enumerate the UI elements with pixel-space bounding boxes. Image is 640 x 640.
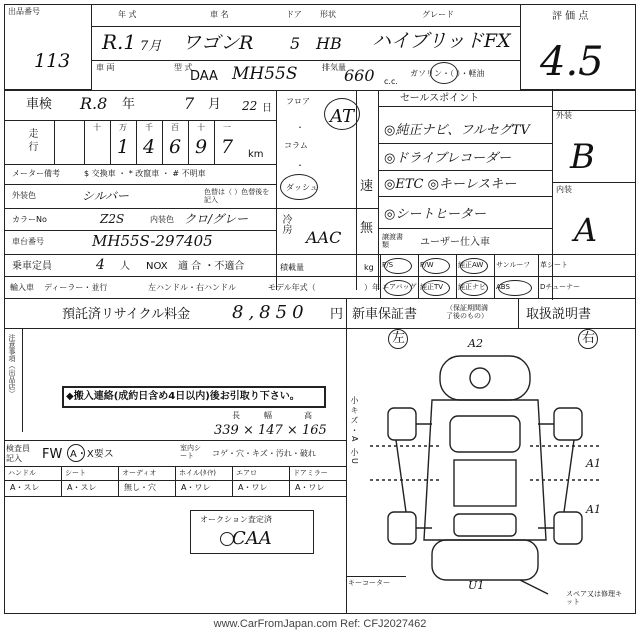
exterior-grade-label: 外装 bbox=[556, 111, 572, 120]
parts-header: ドアミラー bbox=[293, 469, 328, 477]
color-no-value: Z2S bbox=[100, 212, 125, 226]
equipment-circle bbox=[384, 280, 412, 296]
equipment-circle bbox=[384, 258, 412, 274]
mileage-unit-label: 百 bbox=[171, 123, 179, 132]
chassis-value: MH55S-297405 bbox=[92, 232, 213, 250]
sales-point-2: ◎ドライブレコーダー bbox=[384, 151, 512, 166]
inspection-era: R.8 bbox=[80, 94, 108, 113]
equipment-row2-item: ABS bbox=[496, 283, 510, 291]
left-label: 左 bbox=[392, 331, 406, 346]
rear-bumper bbox=[432, 540, 538, 580]
import-label: 輸入車 bbox=[10, 283, 34, 292]
axles bbox=[416, 424, 554, 528]
lot-number: 113 bbox=[34, 50, 71, 72]
grade-value: ハイブリッドFX bbox=[372, 30, 511, 52]
parts-value: A・ワレ bbox=[295, 483, 325, 492]
year-value: R.1 bbox=[102, 30, 137, 54]
lot-box bbox=[4, 4, 92, 90]
fw-circle bbox=[67, 444, 85, 462]
model-value: MH55S bbox=[232, 64, 298, 84]
score-label: 評 価 点 bbox=[552, 11, 589, 22]
parts-header: オーディオ bbox=[122, 469, 157, 477]
equipment-row1-item: P/W bbox=[420, 261, 434, 269]
shift-dash: ダッシュ bbox=[286, 183, 318, 192]
none-label: 無 bbox=[360, 221, 374, 236]
watermark: www.CarFromJapan.com Ref: CFJ2027462 bbox=[213, 618, 427, 630]
recycle-unit: 円 bbox=[330, 307, 344, 322]
mileage-unit-label: 千 bbox=[145, 123, 153, 132]
side-panels bbox=[396, 440, 574, 512]
recycle-amount: 8,850 bbox=[232, 302, 309, 323]
damage-legend: 小キズ・A 小U bbox=[350, 396, 359, 466]
ac-value: AAC bbox=[306, 228, 342, 247]
cooler-label: 冷房 bbox=[280, 214, 291, 234]
score-value: 4.5 bbox=[540, 39, 604, 85]
capacity-unit: 人 bbox=[120, 261, 130, 272]
car-body bbox=[424, 400, 546, 540]
sales-point-4: ◎シートヒーター bbox=[384, 207, 486, 222]
parts-header: ホイル(ﾀｲﾔ) bbox=[179, 469, 216, 477]
dim-height-label: 高 bbox=[304, 411, 312, 420]
seat-options: コゲ・穴・キズ・汚れ・破れ bbox=[212, 449, 316, 458]
wheel-fr bbox=[554, 408, 582, 440]
exterior-grade: B bbox=[570, 137, 595, 177]
interior-color-value: クロ/グレー bbox=[184, 212, 249, 226]
shift-floor: フロア bbox=[286, 97, 310, 106]
shift-column: コラム bbox=[284, 141, 308, 150]
fuel-options: ガソリン・（ ）・軽油 bbox=[410, 69, 485, 78]
equipment-circle bbox=[460, 258, 488, 274]
damage-mark-right2: A1 bbox=[586, 503, 601, 516]
mileage-digit: 4 bbox=[143, 136, 156, 158]
spare-pointer bbox=[520, 580, 548, 594]
equipment-row2-item: エアバッグ bbox=[382, 283, 417, 291]
spare-label: スペア又は修理キット bbox=[566, 590, 622, 607]
color-no-label: カラーNo bbox=[12, 215, 47, 224]
shift-dot2: ・ bbox=[296, 161, 304, 170]
mileage-unit-label: 十 bbox=[197, 123, 205, 132]
doors-label: ドア bbox=[286, 10, 302, 19]
fuel-circle bbox=[430, 62, 458, 84]
wheel-rr bbox=[554, 512, 582, 544]
parts-value: A・ワレ bbox=[238, 483, 268, 492]
right-label: 右 bbox=[582, 331, 596, 346]
delivery-notice: ◆搬入連絡(成約日含め4日以内)後お引取り下さい。 bbox=[66, 391, 300, 402]
interior-info-label: 室内シート bbox=[180, 444, 201, 461]
mileage-unit-label: 十 bbox=[93, 123, 101, 132]
shape-label: 形状 bbox=[320, 10, 336, 19]
sales-point-3: ◎ETC ◎キーレスキー bbox=[384, 177, 517, 192]
car-diagram bbox=[370, 337, 610, 600]
lot-label: 出品番号 bbox=[8, 7, 40, 16]
grade-label: グレード bbox=[422, 10, 454, 19]
fw-options: A・X要ス bbox=[70, 449, 114, 460]
exterior-color-label: 外装色 bbox=[12, 191, 36, 200]
load-label: 積載量 bbox=[280, 263, 304, 272]
shift-dot1: ・ bbox=[296, 123, 304, 132]
front-mark bbox=[470, 368, 490, 388]
model-year-unit: ）年 bbox=[364, 283, 380, 292]
equipment-row1-item: サンルーフ bbox=[496, 261, 531, 269]
mileage-digit: 1 bbox=[117, 136, 130, 158]
equipment-row1-item: P/S bbox=[382, 261, 394, 269]
cc-label: c.c. bbox=[384, 77, 398, 86]
mileage-digit: 6 bbox=[169, 136, 182, 158]
warranty-note: （保証期間満了後のもの） bbox=[446, 304, 488, 321]
inspection-month-label: 月 bbox=[208, 97, 222, 112]
load-unit: kg bbox=[364, 263, 374, 272]
parts-value: A・スレ bbox=[67, 483, 97, 492]
model-year-label: モデル年式（ bbox=[268, 283, 316, 292]
inspection-day-label: 日 bbox=[262, 103, 272, 114]
model-prefix: DAA bbox=[190, 69, 218, 84]
parts-header: ハンドル bbox=[8, 469, 36, 477]
speed-label: 速 bbox=[360, 179, 374, 194]
doors-value: 5 bbox=[290, 34, 301, 53]
mileage-unit-label: 万 bbox=[119, 123, 127, 132]
recycle-label: 預託済リサイクル料金 bbox=[62, 307, 191, 322]
mileage-digit: 9 bbox=[195, 136, 208, 158]
parts-value: 無し・穴 bbox=[124, 483, 156, 492]
car-name: ワゴンR bbox=[182, 32, 254, 54]
equipment-row1-item: 革シート bbox=[540, 261, 568, 269]
key-label: キーコーター bbox=[348, 579, 390, 587]
auction-value: CAA bbox=[232, 528, 272, 549]
nox-options: 適 合 ・不適合 bbox=[178, 261, 245, 272]
import-handle: 左ハンドル・右ハンドル bbox=[148, 283, 236, 292]
exterior-color-value: シルバー bbox=[82, 189, 129, 203]
front-bumper bbox=[440, 356, 530, 400]
interior-grade: A bbox=[574, 211, 598, 249]
notes-side-label: 注意事項（出品店） bbox=[8, 334, 16, 397]
interior-grade-label: 内装 bbox=[556, 185, 572, 194]
chassis-label: 車台番号 bbox=[12, 237, 44, 246]
damage-mark-rear: U1 bbox=[468, 579, 485, 592]
damage-mark-right1: A1 bbox=[586, 457, 601, 470]
inspection-year-label: 年 bbox=[122, 97, 136, 112]
shift-at-circle bbox=[324, 98, 360, 130]
mileage-unit: km bbox=[248, 149, 264, 160]
owner-note: ユーザー仕入車 bbox=[420, 237, 490, 248]
inspector-label: 検査員記入 bbox=[6, 444, 30, 463]
owner-label: 譲渡書類 bbox=[382, 233, 403, 249]
mileage-unit-label: 一 bbox=[223, 123, 231, 132]
meter-label: メーター備考 bbox=[12, 169, 60, 178]
auction-circle bbox=[220, 532, 234, 546]
capacity-value: 4 bbox=[96, 257, 105, 273]
model-label: 型 式 bbox=[174, 63, 193, 72]
month-value: 7月 bbox=[140, 39, 162, 54]
dim-width-label: 幅 bbox=[264, 411, 272, 420]
mileage-label: 走 行 bbox=[26, 128, 37, 152]
equipment-circle bbox=[422, 258, 450, 274]
wheel-fl bbox=[388, 408, 416, 440]
parts-header: エアロ bbox=[236, 469, 257, 477]
warranty-label: 新車保証書 bbox=[352, 307, 418, 322]
roof bbox=[454, 460, 516, 506]
equipment-row2-item: 純正ナビ bbox=[458, 283, 486, 291]
displacement-value: 660 bbox=[344, 66, 375, 85]
inspection-month: 7 bbox=[184, 94, 195, 113]
equipment-circle bbox=[498, 280, 532, 296]
dimensions: 339 × 147 × 165 bbox=[214, 423, 327, 438]
equipment-circle bbox=[422, 280, 450, 296]
fw-label: FW bbox=[42, 447, 63, 462]
dim-length-label: 長 bbox=[232, 411, 240, 420]
shape-value: HB bbox=[316, 34, 342, 53]
auction-label: オークション査定済 bbox=[200, 515, 272, 524]
rear-window bbox=[454, 514, 516, 536]
damage-mark-front: A2 bbox=[468, 337, 483, 350]
parts-value: A・ワレ bbox=[181, 483, 211, 492]
inspection-label: 車検 bbox=[26, 97, 53, 112]
shift-value: AT bbox=[330, 106, 355, 127]
door-lines bbox=[370, 446, 600, 480]
equipment-row1-item: 純正AW bbox=[458, 261, 484, 269]
import-dealer: ディーラー・並行 bbox=[44, 283, 108, 292]
sales-title: セールスポイント bbox=[400, 93, 480, 104]
inspection-day: 22 bbox=[242, 99, 258, 113]
capacity-label: 乗車定員 bbox=[12, 261, 52, 272]
mileage-digit: 7 bbox=[221, 136, 234, 158]
windshield bbox=[450, 416, 520, 452]
wheel-rl bbox=[388, 512, 416, 544]
parts-header: シート bbox=[65, 469, 86, 477]
color-change-note: 色替は（ ）色替後を記入 bbox=[204, 188, 270, 205]
shift-dash-circle bbox=[280, 174, 318, 200]
sales-point-1: ◎純正ナビ、フルセグTV bbox=[384, 123, 530, 138]
equipment-row2-item: 純正TV bbox=[420, 283, 444, 291]
year-label: 年 式 bbox=[118, 10, 137, 19]
manual-label: 取扱説明書 bbox=[526, 307, 592, 322]
car-name-label: 車 名 bbox=[210, 10, 229, 19]
displacement-label: 排気量 bbox=[322, 63, 346, 72]
equipment-circle bbox=[460, 280, 488, 296]
equipment-row2-item: Dチューナー bbox=[540, 283, 581, 291]
nox-label: NOX bbox=[146, 261, 168, 272]
interior-color-label: 内装色 bbox=[150, 215, 174, 224]
meter-options: $ 交換車 ・ * 改竄車 ・ # 不明車 bbox=[84, 169, 206, 178]
vehicle-label: 車 両 bbox=[96, 63, 115, 72]
parts-value: A・スレ bbox=[10, 483, 40, 492]
